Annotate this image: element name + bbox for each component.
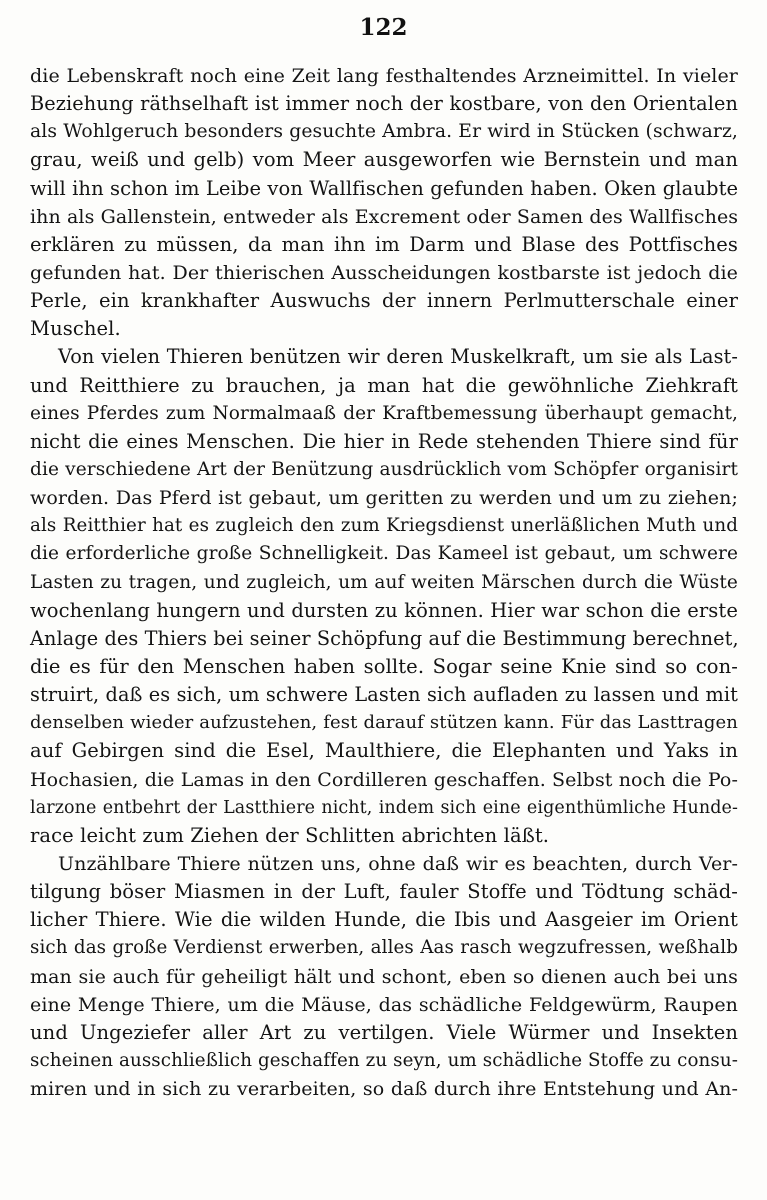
text-line: will ihn schon im Leibe von Wallfischen gefunden haben. Oken glaubte xyxy=(30,176,739,200)
text-line: eines Pferdes zum Normalmaaß der Kraftbemessung überhaupt gemacht, xyxy=(30,402,738,424)
text-line: Lasten zu tragen, und zugleich, um auf weiten Märschen durch die Wüste xyxy=(30,571,738,593)
text-line: denselben wieder aufzustehen, fest darauf stützen kann. Für das Lasttragen xyxy=(30,712,738,734)
text-line: licher Thiere. Wie die wilden Hunde, die Ibis und Aasgeier im Orient xyxy=(30,908,738,932)
text-line: Von vielen Thieren benützen wir deren Muskelkraft, um sie als Last- xyxy=(58,345,738,369)
text-line: und Reitthiere zu brauchen, ja man hat die gewöhnliche Ziehkraft xyxy=(30,373,738,397)
text-line: man sie auch für geheiligt hält und schont, eben so dienen auch bei uns xyxy=(30,965,738,988)
text-line: Perle, ein krankhafter Auswuchs der innern Perlmutterschale einer xyxy=(30,289,738,313)
text-line: als Reitthier hat es zugleich den zum Kriegsdienst unerläßlichen Muth und xyxy=(30,515,738,537)
text-line: Unzählbare Thiere nützen uns, ohne daß wir es beachten, durch Ver- xyxy=(58,852,738,875)
text-line: eine Menge Thiere, um die Mäuse, das schädliche Feldgewürm, Raupen xyxy=(30,993,738,1016)
text-line: struirt, daß es sich, um schwere Lasten sich aufladen zu lassen und mit xyxy=(30,683,738,707)
text-line: wochenlang hungern und dursten zu können. Hier war schon die erste xyxy=(30,598,738,622)
text-line: die Lebenskraft noch eine Zeit lang festhaltendes Arzneimittel. In vieler xyxy=(30,65,738,87)
text-line: Muschel. xyxy=(30,317,121,341)
text-line: als Wohlgeruch besonders gesuchte Ambra. Er wird in Stücken (schwarz, xyxy=(30,121,738,143)
text-line: worden. Das Pferd ist gebaut, um geritten zu werden und um zu ziehen; xyxy=(30,487,738,510)
text-line: die verschiedene Art der Benützung ausdrücklich vom Schöpfer organisirt xyxy=(30,458,738,480)
text-line: Hochasien, die Lamas in den Cordilleren geschaffen. Selbst noch die Po- xyxy=(30,768,738,791)
text-line: tilgung böser Miasmen in der Luft, fauler Stoffe und Tödtung schäd- xyxy=(30,880,738,904)
text-line: erklären zu müssen, da man ihn im Darm und Blase des Pottfisches xyxy=(30,232,738,256)
text-line: scheinen ausschließlich geschaffen zu seyn, um schädliche Stoffe zu consu- xyxy=(30,1049,738,1071)
text-line: ihn als Gallenstein, entweder als Excrement oder Samen des Wallfisches xyxy=(30,205,739,228)
text-line: larzone entbehrt der Lastthiere nicht, indem sich eine eigenthümliche Hunde- xyxy=(30,797,738,818)
text-line: die es für den Menschen haben sollte. Sogar seine Knie sind so con- xyxy=(30,654,738,678)
text-line: nicht die eines Menschen. Die hier in Rede stehenden Thiere sind für xyxy=(30,429,738,453)
text-line: gefunden hat. Der thierischen Ausscheidungen kostbarste ist jedoch die xyxy=(30,261,738,284)
page-number: 122 xyxy=(359,14,408,41)
text-line: miren und in sich zu verarbeiten, so daß durch ihre Entstehung und An- xyxy=(30,1078,738,1101)
body-text xyxy=(30,62,738,1103)
text-line: Anlage des Thiers bei seiner Schöpfung auf die Bestimmung berechnet, xyxy=(30,626,739,650)
text-line: grau, weiß und gelb) vom Meer ausgeworfen wie Bernstein und man xyxy=(30,148,738,172)
text-line: und Ungeziefer aller Art zu vertilgen. Viele Würmer und Insekten xyxy=(30,1020,738,1044)
text-line: Beziehung räthselhaft ist immer noch der kostbare, von den Orientalen xyxy=(30,92,738,116)
text-line: sich das große Verdienst erwerben, alles Aas rasch wegzufressen, weßhalb xyxy=(30,937,738,959)
text-line: die erforderliche große Schnelligkeit. Das Kameel ist gebaut, um schwere xyxy=(30,543,738,565)
text-line: auf Gebirgen sind die Esel, Maulthiere, die Elephanten und Yaks in xyxy=(30,739,738,763)
text-line: race leicht zum Ziehen der Schlitten abrichten läßt. xyxy=(30,823,550,847)
